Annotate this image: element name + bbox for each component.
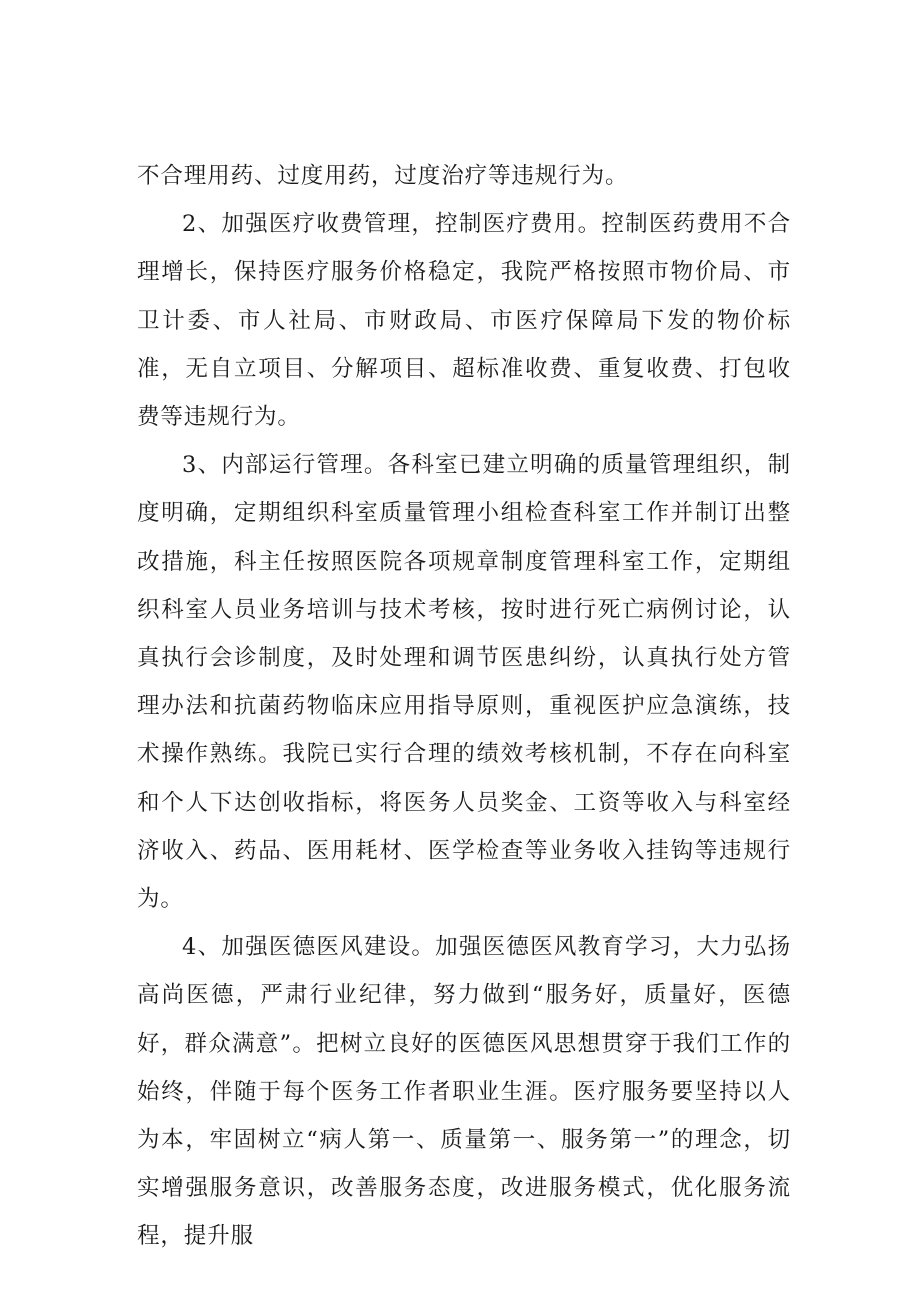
paragraph-internal-operations: 3、内部运行管理。各科室已建立明确的质量管理组织，制度明确，定期组织科室质量管理小组检查科室工作并制订出整改措施，科主任按照医院各项规章制度管理科室工作，定期组织科室人员业务培训与技术考核，按时进行死亡病例讨论，认真执行会诊制度，及时处理和调节医患纠纷，认真执行处方管理办法和抗菌药物临床应用指导原则，重视医护应急演练，技术操作熟练。我院已实行合理的绩效考核机制，不存在向科室和个人下达创收指标，将医务人员奖金、工资等收入与科室经济收入、药品、医用耗材、医学检查等业务收入挂钩等违规行为。 xyxy=(137,452,791,913)
paragraph-fee-management: 2、加强医疗收费管理，控制医疗费用。控制医药费用不合理增长，保持医疗服务价格稳定，我院严格按照市物价局、市卫计委、市人社局、市财政局、市医疗保障局下发的物价标准，无自立项目、分解项目、超标准收费、重复收费、打包收费等违规行为。 xyxy=(137,211,791,431)
paragraph-medical-ethics: 4、加强医德医风建设。加强医德医风教育学习，大力弘扬高尚医德，严肃行业纪律，努力做到“服务好，质量好，医德好，群众满意”。把树立良好的医德医风思想贯穿于我们工作的始终，伴随于每个医务工作者职业生涯。医疗服务要坚持以人为本，牢固树立“病人第一、质量第一、服务第一”的理念，切实增强服务意识，改善服务态度，改进服务模式，优化服务流程，提升服 xyxy=(137,934,791,1250)
document-body xyxy=(137,152,791,1261)
paragraph-continuation: 不合理用药、过度用药，过度治疗等违规行为。 xyxy=(137,163,629,189)
